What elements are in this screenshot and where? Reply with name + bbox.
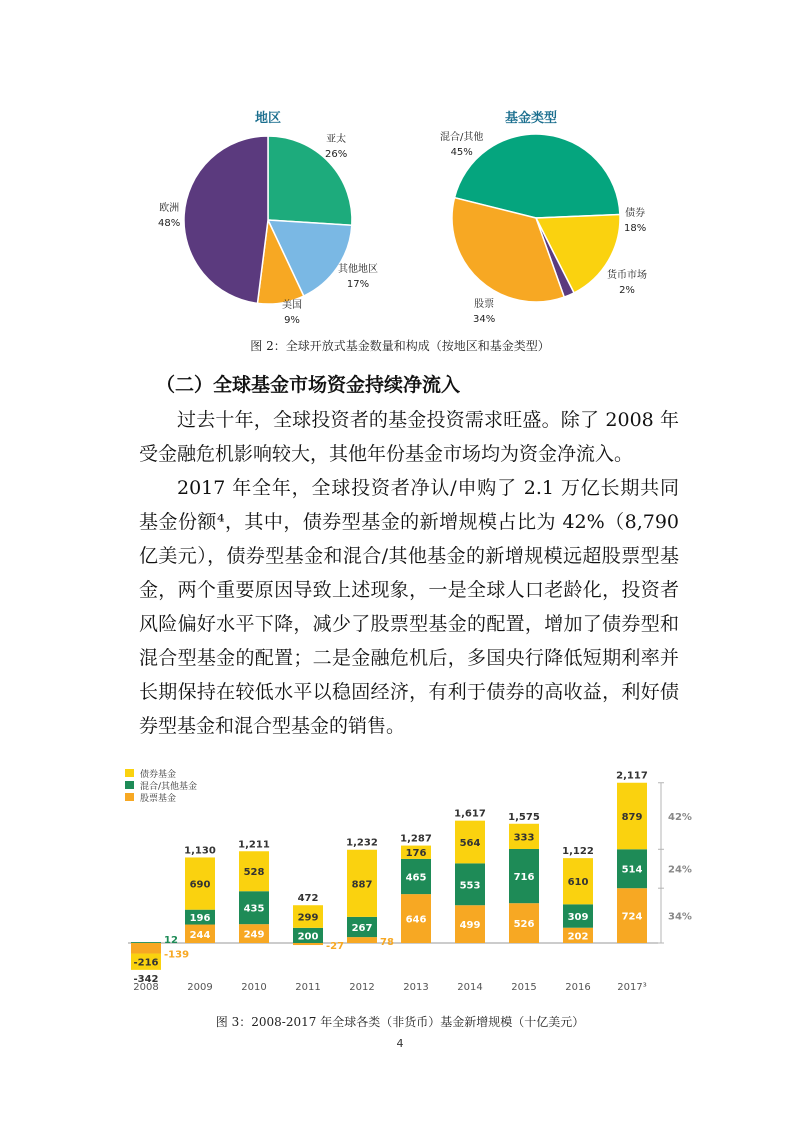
bar-value-label: -216 [133, 957, 159, 969]
bar-value-label: 528 [243, 867, 265, 879]
share-label: 34% [668, 911, 692, 923]
bar-value-label: 176 [405, 848, 427, 860]
pie-label-bond: 债券 18% [624, 208, 647, 234]
x-tick-label: 2014 [457, 982, 483, 993]
x-tick-label: 2012 [349, 982, 375, 993]
bar-total-label: 1,122 [562, 846, 594, 858]
bar-total-label: 1,575 [508, 811, 540, 823]
figure-2-caption: 图 2：全球开放式基金数量和构成（按地区和基金类型） [250, 339, 550, 353]
bar-value-label: 887 [351, 879, 373, 891]
bar-total-label: 1,232 [346, 837, 378, 849]
bar-value-label: 267 [351, 922, 373, 934]
bar-value-label: -27 [326, 941, 345, 953]
x-tick-label: 2016 [565, 982, 591, 993]
bar-total-label: 2,117 [616, 770, 648, 782]
pie-title-fundtype: 基金类型 [504, 111, 557, 126]
paragraph-2: 2017 年全年，全球投资者净认/申购了 2.1 万亿长期共同基金份额⁴，其中，债券型基金的新增规模占比为 42%（8,790 亿美元），债券型基金和混合/其他基金的新增规模远超股票型基金，两个重要原因导致上述现象，一是全球人口老龄化，投资者风险偏好水平下降，减少了股票型基金的配置，增加了债券型和混合型基金的配置；二是金融危机后，多国央行降低短期利率并长期保持在较低水平以稳固经济，有利于债券的高收益，利好债券型基金和混合型基金的销售。 [139, 477, 679, 737]
bar-value-label: 564 [459, 838, 481, 850]
bar-value-label: 249 [243, 929, 265, 941]
bar-value-label: 333 [513, 832, 535, 844]
bar-value-label: 78 [380, 937, 394, 949]
pie-label-mixed-other: 混合/其他 45% [440, 132, 484, 158]
bar-segment [293, 943, 323, 945]
bar-value-label: 309 [567, 912, 589, 924]
pie-label-asia-pacific: 亚太 26% [325, 134, 348, 160]
x-tick-label: 2015 [511, 982, 537, 993]
legend-item-mixed: 混合/其他基金 [125, 779, 197, 791]
bar-total-label: 1,287 [400, 833, 432, 845]
paragraph-1: 过去十年，全球投资者的基金投资需求旺盛。除了 2008 年受金融危机影响较大，其他年份基金市场均为资金净流入。 [139, 409, 679, 465]
pie-label-money-market: 货币市场 2% [607, 270, 647, 296]
legend-item-bond: 债券基金 [125, 767, 197, 779]
pie-label-other-regions: 其他地区 17% [338, 264, 378, 290]
bar-total-label: 1,211 [238, 839, 270, 851]
bar-value-label: 244 [189, 929, 211, 941]
x-tick-label: 2009 [187, 982, 213, 993]
pie-label-usa: 美国 9% [282, 300, 302, 326]
pie-label-europe: 欧洲 48% [158, 203, 181, 229]
bar-segment [347, 937, 377, 943]
pie-label-equity: 股票 34% [473, 299, 496, 325]
bar-value-label: 435 [243, 903, 265, 915]
x-tick-label: 2010 [241, 982, 267, 993]
bar-value-label: 724 [621, 911, 643, 923]
bar-value-label: 716 [513, 872, 535, 884]
section-heading: （二）全球基金市场资金持续净流入 [156, 374, 461, 396]
legend-item-equity: 股票基金 [125, 791, 197, 803]
pie-title-region: 地区 [254, 111, 281, 126]
bar-value-label: 299 [297, 912, 319, 924]
bar-value-label: 610 [567, 877, 589, 889]
bar-segment [131, 942, 161, 943]
x-tick-label: 2013 [403, 982, 429, 993]
bar-value-label: 526 [513, 919, 535, 931]
bar-value-label: 646 [405, 914, 427, 926]
page-number: 4 [396, 1037, 404, 1050]
bar-total-label: 472 [297, 893, 319, 905]
x-tick-label: 2011 [295, 982, 321, 993]
bar-value-label: 465 [405, 872, 427, 884]
bar-value-label: 196 [189, 913, 211, 925]
bar-value-label: 200 [297, 931, 319, 943]
bar-total-label: -342 [133, 973, 159, 985]
bar-total-label: 1,130 [184, 845, 216, 857]
bar-segment [131, 943, 161, 954]
share-label: 42% [668, 812, 692, 824]
bar-value-label: 553 [459, 880, 481, 892]
bar-value-label: -139 [164, 949, 190, 961]
bar-total-label: 1,617 [454, 808, 486, 820]
share-label: 24% [668, 864, 692, 876]
figure-3-caption: 图 3：2008-2017 年全球各类（非货币）基金新增规模（十亿美元） [215, 1015, 585, 1029]
x-tick-label: 2017³ [617, 982, 647, 993]
bar-value-label: 690 [189, 879, 211, 891]
x-tick-label: 2008 [133, 982, 159, 993]
bar-value-label: 879 [621, 812, 643, 824]
bar-value-label: 499 [459, 920, 481, 932]
bar-value-label: 514 [621, 864, 643, 876]
bar-value-label: 12 [164, 935, 178, 947]
bar-value-label: 202 [567, 931, 589, 943]
